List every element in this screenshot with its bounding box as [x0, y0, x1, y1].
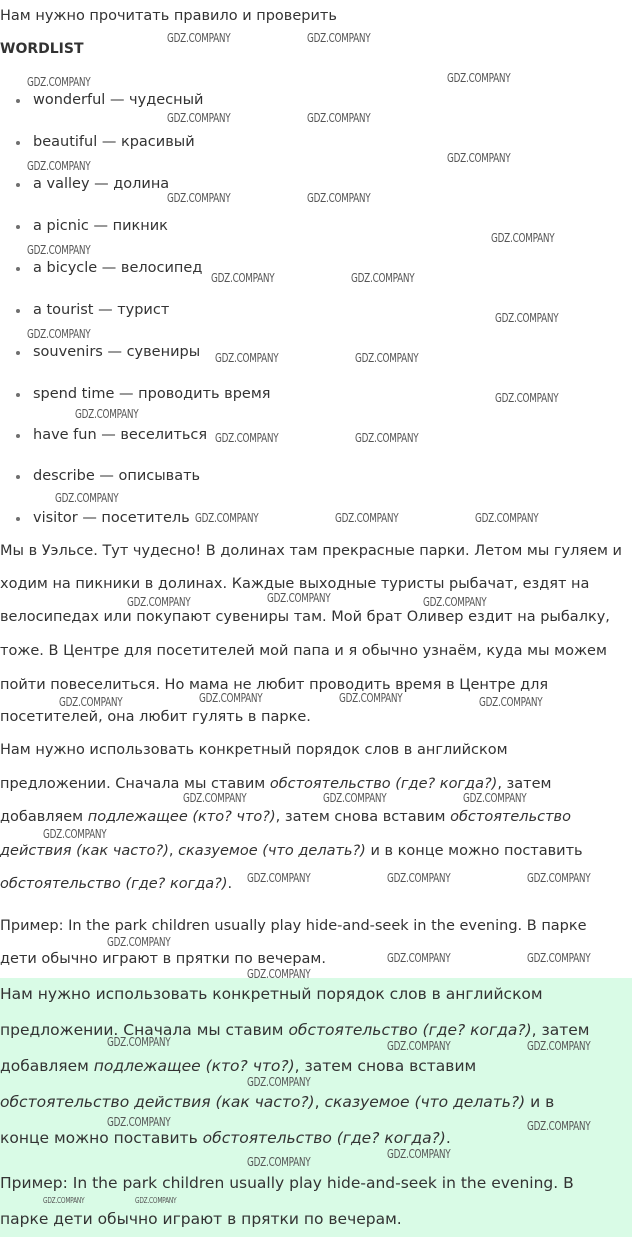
watermark: GDZ.COMPANY	[211, 271, 275, 285]
watermark: GDZ.COMPANY	[495, 311, 559, 325]
bullet-icon	[16, 351, 20, 355]
highlighted-rule-box	[0, 978, 632, 1237]
watermark: GDZ.COMPANY	[27, 159, 91, 173]
list-item-text: beautiful — красивый	[33, 134, 195, 150]
watermark: GDZ.COMPANY	[387, 951, 451, 965]
rule-line: действия (как часто?), сказуемое (что делать?) и в конце можно поставить	[0, 843, 583, 859]
watermark: GDZ.COMPANY	[527, 951, 591, 965]
watermark: GDZ.COMPANY	[447, 151, 511, 165]
list-item-text: have fun — веселиться	[33, 427, 208, 443]
watermark: GDZ.COMPANY	[167, 191, 231, 205]
watermark: GDZ.COMPANY	[491, 231, 555, 245]
watermark: GDZ.COMPANY	[167, 31, 231, 45]
watermark: GDZ.COMPANY	[387, 1039, 451, 1053]
rule-line: Нам нужно использовать конкретный порядок слов в английском	[0, 985, 543, 1003]
watermark: GDZ.COMPANY	[75, 407, 139, 421]
watermark: GDZ.COMPANY	[107, 1035, 171, 1049]
rule-line: добавляем подлежащее (кто? что?), затем снова вставим обстоятельство	[0, 809, 571, 825]
list-item-text: a picnic — пикник	[33, 218, 168, 234]
example-line: Пример: In the park children usually play hide-and-seek in the evening. В	[0, 1174, 574, 1192]
watermark: GDZ.COMPANY	[387, 1147, 451, 1161]
bullet-icon	[16, 309, 20, 313]
list-item-text: wonderful — чудесный	[33, 92, 204, 108]
watermark: GDZ.COMPANY	[463, 791, 527, 805]
watermark: GDZ.COMPANY	[43, 1196, 85, 1205]
watermark: GDZ.COMPANY	[527, 1119, 591, 1133]
paragraph-line: ходим на пикники в долинах. Каждые выходные туристы рыбачат, ездят на	[0, 576, 590, 592]
bullet-icon	[16, 393, 20, 397]
bullet-icon	[16, 141, 20, 145]
wordlist-heading: WORDLIST	[0, 41, 84, 57]
bullet-icon	[16, 517, 20, 521]
paragraph-line: велосипедах или покупают сувениры там. Мой брат Оливер ездит на рыбалку,	[0, 609, 610, 625]
watermark: GDZ.COMPANY	[195, 511, 259, 525]
watermark: GDZ.COMPANY	[447, 71, 511, 85]
rule-line: Нам нужно использовать конкретный порядок слов в английском	[0, 742, 508, 758]
list-item-text: spend time — проводить время	[33, 386, 271, 402]
example-line: парке дети обычно играют в прятки по вечерам.	[0, 1210, 402, 1228]
bullet-icon	[16, 475, 20, 479]
watermark: GDZ.COMPANY	[339, 691, 403, 705]
rule-line: предложении. Сначала мы ставим обстоятельство (где? когда?), затем	[0, 776, 552, 792]
watermark: GDZ.COMPANY	[387, 871, 451, 885]
watermark: GDZ.COMPANY	[479, 695, 543, 709]
paragraph-line: тоже. В Центре для посетителей мой папа и я обычно узнаём, куда мы можем	[0, 643, 607, 659]
bullet-icon	[16, 225, 20, 229]
watermark: GDZ.COMPANY	[495, 391, 559, 405]
watermark: GDZ.COMPANY	[267, 591, 331, 605]
watermark: GDZ.COMPANY	[167, 111, 231, 125]
watermark: GDZ.COMPANY	[135, 1196, 177, 1205]
watermark: GDZ.COMPANY	[107, 1115, 171, 1129]
watermark: GDZ.COMPANY	[55, 491, 119, 505]
watermark: GDZ.COMPANY	[355, 431, 419, 445]
watermark: GDZ.COMPANY	[27, 75, 91, 89]
watermark: GDZ.COMPANY	[59, 695, 123, 709]
rule-line: обстоятельство (где? когда?).	[0, 876, 233, 892]
rule-line: обстоятельство действия (как часто?), сказуемое (что делать?) и в	[0, 1093, 555, 1111]
watermark: GDZ.COMPANY	[247, 1155, 311, 1169]
bullet-icon	[16, 434, 20, 438]
watermark: GDZ.COMPANY	[247, 967, 311, 981]
watermark: GDZ.COMPANY	[475, 511, 539, 525]
watermark: GDZ.COMPANY	[247, 1075, 311, 1089]
list-item-text: visitor — посетитель	[33, 510, 190, 526]
watermark: GDZ.COMPANY	[307, 31, 371, 45]
watermark: GDZ.COMPANY	[27, 243, 91, 257]
paragraph-line: посетителей, она любит гулять в парке.	[0, 709, 311, 725]
watermark: GDZ.COMPANY	[423, 595, 487, 609]
watermark: GDZ.COMPANY	[527, 871, 591, 885]
watermark: GDZ.COMPANY	[355, 351, 419, 365]
watermark: GDZ.COMPANY	[215, 351, 279, 365]
bullet-icon	[16, 99, 20, 103]
watermark: GDZ.COMPANY	[307, 111, 371, 125]
example-line: Пример: In the park children usually play hide-and-seek in the evening. В парке	[0, 918, 587, 934]
paragraph-line: пойти повеселиться. Но мама не любит проводить время в Центре для	[0, 677, 549, 693]
list-item-text: a tourist — турист	[33, 302, 170, 318]
list-item-text: a bicycle — велосипед	[33, 260, 203, 276]
watermark: GDZ.COMPANY	[107, 935, 171, 949]
rule-line: предложении. Сначала мы ставим обстоятельство (где? когда?), затем	[0, 1021, 590, 1039]
list-item-text: souvenirs — сувениры	[33, 344, 201, 360]
watermark: GDZ.COMPANY	[199, 691, 263, 705]
bullet-icon	[16, 267, 20, 271]
rule-line: конце можно поставить обстоятельство (где? когда?).	[0, 1129, 451, 1147]
watermark: GDZ.COMPANY	[183, 791, 247, 805]
watermark: GDZ.COMPANY	[43, 827, 107, 841]
intro-text: Нам нужно прочитать правило и проверить	[0, 8, 337, 24]
watermark: GDZ.COMPANY	[215, 431, 279, 445]
watermark: GDZ.COMPANY	[527, 1039, 591, 1053]
watermark: GDZ.COMPANY	[351, 271, 415, 285]
bullet-icon	[16, 183, 20, 187]
example-line: дети обычно играют в прятки по вечерам.	[0, 951, 326, 967]
watermark: GDZ.COMPANY	[127, 595, 191, 609]
watermark: GDZ.COMPANY	[247, 871, 311, 885]
watermark: GDZ.COMPANY	[323, 791, 387, 805]
watermark: GDZ.COMPANY	[27, 327, 91, 341]
paragraph-line: Мы в Уэльсе. Тут чудесно! В долинах там прекрасные парки. Летом мы гуляем и	[0, 543, 622, 559]
rule-line: добавляем подлежащее (кто? что?), затем снова вставим	[0, 1057, 477, 1075]
list-item-text: a valley — долина	[33, 176, 170, 192]
watermark: GDZ.COMPANY	[307, 191, 371, 205]
list-item-text: describe — описывать	[33, 468, 201, 484]
watermark: GDZ.COMPANY	[335, 511, 399, 525]
